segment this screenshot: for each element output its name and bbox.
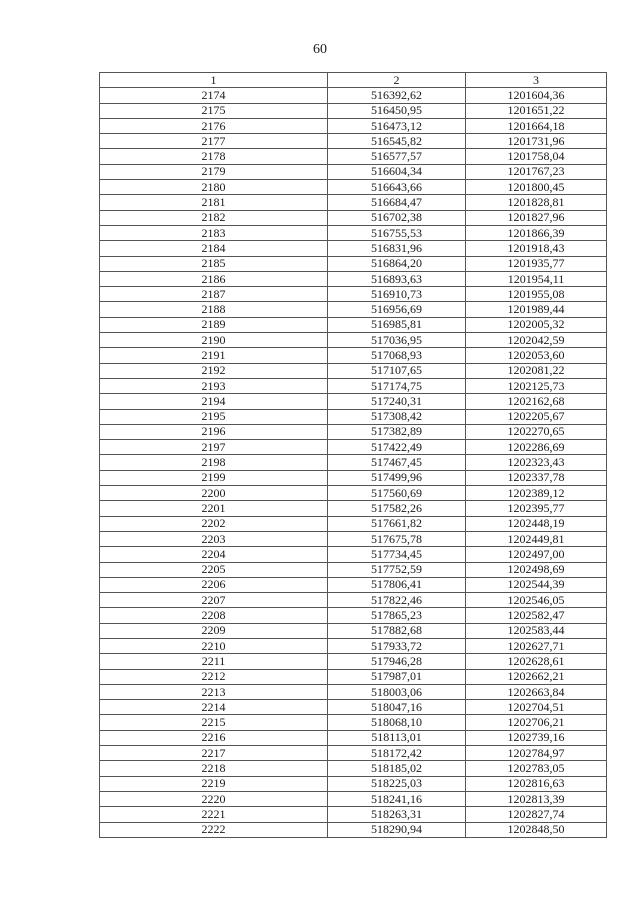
table-cell-col-2: 517822,46	[328, 593, 466, 608]
table-cell-col-1: 2174	[100, 88, 328, 103]
table-cell-col-2: 517499,96	[328, 470, 466, 485]
table-row	[100, 761, 607, 776]
table-cell-col-3: 1202497,00	[466, 547, 607, 562]
table-cell-col-3: 1202081,22	[466, 363, 607, 378]
table-cell-col-1: 2206	[100, 577, 328, 592]
table-cell-col-1: 2183	[100, 225, 328, 240]
table-cell-col-3: 1202286,69	[466, 440, 607, 455]
table-cell-col-2: 517174,75	[328, 378, 466, 393]
table-cell-col-2: 517240,31	[328, 394, 466, 409]
table-cell-col-3: 1201827,96	[466, 210, 607, 225]
table-cell-col-3: 1202583,44	[466, 623, 607, 638]
table-cell-col-2: 517882,68	[328, 623, 466, 638]
table-cell-col-2: 518263,31	[328, 807, 466, 822]
table-cell-col-1: 2190	[100, 333, 328, 348]
table-cell-col-3: 1202783,05	[466, 761, 607, 776]
table-cell-col-1: 2189	[100, 317, 328, 332]
header-row	[100, 73, 607, 88]
table-cell-col-2: 518290,94	[328, 822, 466, 837]
table-cell-col-2: 518068,10	[328, 715, 466, 730]
table-cell-col-2: 516473,12	[328, 118, 466, 133]
table-row	[100, 501, 607, 516]
table-row	[100, 791, 607, 806]
table-cell-col-2: 516643,66	[328, 180, 466, 195]
table-cell-col-3: 1202498,69	[466, 562, 607, 577]
table-body	[100, 88, 607, 838]
table-cell-col-3: 1202546,05	[466, 593, 607, 608]
table-cell-col-1: 2209	[100, 623, 328, 638]
table-cell-col-1: 2187	[100, 287, 328, 302]
table-cell-col-3: 1201935,77	[466, 256, 607, 271]
header-col-3: 3	[466, 73, 607, 88]
table-cell-col-1: 2214	[100, 700, 328, 715]
table-row	[100, 654, 607, 669]
table-row	[100, 516, 607, 531]
table-row	[100, 317, 607, 332]
table-cell-col-3: 1201955,08	[466, 287, 607, 302]
table-cell-col-3: 1201828,81	[466, 195, 607, 210]
table-row	[100, 715, 607, 730]
table-cell-col-1: 2191	[100, 348, 328, 363]
table-cell-col-2: 517675,78	[328, 531, 466, 546]
table-cell-col-2: 518225,03	[328, 776, 466, 791]
table-cell-col-2: 518241,16	[328, 791, 466, 806]
table-cell-col-1: 2219	[100, 776, 328, 791]
table-cell-col-2: 517422,49	[328, 440, 466, 455]
table-cell-col-3: 1202395,77	[466, 501, 607, 516]
table-cell-col-1: 2205	[100, 562, 328, 577]
table-cell-col-1: 2208	[100, 608, 328, 623]
table-cell-col-3: 1202704,51	[466, 700, 607, 715]
table-cell-col-2: 516755,53	[328, 225, 466, 240]
table-cell-col-2: 516956,69	[328, 302, 466, 317]
table-cell-col-1: 2178	[100, 149, 328, 164]
table-cell-col-2: 516392,62	[328, 88, 466, 103]
table-row	[100, 440, 607, 455]
table-row	[100, 638, 607, 653]
table-row	[100, 195, 607, 210]
table-cell-col-1: 2194	[100, 394, 328, 409]
table-cell-col-2: 517865,23	[328, 608, 466, 623]
table-row	[100, 700, 607, 715]
table-cell-col-2: 518003,06	[328, 684, 466, 699]
table-cell-col-3: 1201604,36	[466, 88, 607, 103]
table-cell-col-1: 2221	[100, 807, 328, 822]
table-row	[100, 103, 607, 118]
table-cell-col-2: 517661,82	[328, 516, 466, 531]
table-row	[100, 164, 607, 179]
table-row	[100, 562, 607, 577]
table-cell-col-3: 1201989,44	[466, 302, 607, 317]
table-cell-col-3: 1201731,96	[466, 134, 607, 149]
table-row	[100, 623, 607, 638]
table-cell-col-1: 2210	[100, 638, 328, 653]
table-cell-col-3: 1202663,84	[466, 684, 607, 699]
table-cell-col-1: 2202	[100, 516, 328, 531]
table-cell-col-2: 517036,95	[328, 333, 466, 348]
table-row	[100, 378, 607, 393]
table-row	[100, 455, 607, 470]
table-cell-col-2: 516910,73	[328, 287, 466, 302]
table-cell-col-3: 1202627,71	[466, 638, 607, 653]
table-cell-col-1: 2192	[100, 363, 328, 378]
table-cell-col-2: 517806,41	[328, 577, 466, 592]
table-cell-col-3: 1202448,19	[466, 516, 607, 531]
table-cell-col-3: 1202042,59	[466, 333, 607, 348]
table-cell-col-3: 1201866,39	[466, 225, 607, 240]
table-row	[100, 486, 607, 501]
table-row	[100, 118, 607, 133]
table-cell-col-1: 2193	[100, 378, 328, 393]
table-cell-col-1: 2182	[100, 210, 328, 225]
table-cell-col-1: 2215	[100, 715, 328, 730]
table-row	[100, 822, 607, 837]
table-cell-col-2: 516893,63	[328, 271, 466, 286]
table-cell-col-1: 2200	[100, 486, 328, 501]
table-cell-col-3: 1202582,47	[466, 608, 607, 623]
table-cell-col-1: 2196	[100, 424, 328, 439]
table-cell-col-2: 518172,42	[328, 746, 466, 761]
table-row	[100, 241, 607, 256]
table-cell-col-1: 2197	[100, 440, 328, 455]
table-cell-col-3: 1201918,43	[466, 241, 607, 256]
table-cell-col-1: 2184	[100, 241, 328, 256]
table-cell-col-3: 1202053,60	[466, 348, 607, 363]
table-cell-col-2: 517107,65	[328, 363, 466, 378]
table-cell-col-3: 1202205,67	[466, 409, 607, 424]
table-cell-col-2: 517987,01	[328, 669, 466, 684]
table-cell-col-2: 516450,95	[328, 103, 466, 118]
table-cell-col-1: 2177	[100, 134, 328, 149]
table-row	[100, 256, 607, 271]
table-cell-col-2: 518185,02	[328, 761, 466, 776]
table-row	[100, 225, 607, 240]
table-cell-col-2: 518047,16	[328, 700, 466, 715]
table-row	[100, 470, 607, 485]
table-cell-col-2: 517734,45	[328, 547, 466, 562]
table-cell-col-1: 2186	[100, 271, 328, 286]
table-cell-col-3: 1201954,11	[466, 271, 607, 286]
table-cell-col-1: 2198	[100, 455, 328, 470]
table-cell-col-3: 1202005,32	[466, 317, 607, 332]
table-cell-col-3: 1202544,39	[466, 577, 607, 592]
table-cell-col-2: 516604,34	[328, 164, 466, 179]
table-row	[100, 348, 607, 363]
table-row	[100, 302, 607, 317]
table-row	[100, 271, 607, 286]
table-cell-col-3: 1202848,50	[466, 822, 607, 837]
table-cell-col-1: 2212	[100, 669, 328, 684]
table-cell-col-1: 2175	[100, 103, 328, 118]
table-cell-col-3: 1202827,74	[466, 807, 607, 822]
table-row	[100, 577, 607, 592]
table-cell-col-3: 1201758,04	[466, 149, 607, 164]
table-cell-col-1: 2203	[100, 531, 328, 546]
table-cell-col-3: 1201664,18	[466, 118, 607, 133]
table-cell-col-1: 2199	[100, 470, 328, 485]
table-row	[100, 394, 607, 409]
table-row	[100, 684, 607, 699]
header-col-1: 1	[100, 73, 328, 88]
table-cell-col-1: 2207	[100, 593, 328, 608]
table-row	[100, 424, 607, 439]
table-cell-col-2: 517467,45	[328, 455, 466, 470]
table-cell-col-2: 517582,26	[328, 501, 466, 516]
table-cell-col-2: 516702,38	[328, 210, 466, 225]
table-cell-col-3: 1202449,81	[466, 531, 607, 546]
table-cell-col-2: 516684,47	[328, 195, 466, 210]
table-cell-col-2: 517560,69	[328, 486, 466, 501]
table-cell-col-1: 2222	[100, 822, 328, 837]
table-cell-col-1: 2220	[100, 791, 328, 806]
table-cell-col-1: 2217	[100, 746, 328, 761]
table-row	[100, 669, 607, 684]
table-cell-col-1: 2213	[100, 684, 328, 699]
table-cell-col-1: 2188	[100, 302, 328, 317]
table-row	[100, 593, 607, 608]
table-cell-col-3: 1202706,21	[466, 715, 607, 730]
table-cell-col-3: 1202125,73	[466, 378, 607, 393]
table-cell-col-1: 2216	[100, 730, 328, 745]
table-cell-col-2: 517382,89	[328, 424, 466, 439]
table-cell-col-3: 1202162,68	[466, 394, 607, 409]
table-cell-col-2: 516864,20	[328, 256, 466, 271]
table-row	[100, 287, 607, 302]
table-cell-col-3: 1202739,16	[466, 730, 607, 745]
table-row	[100, 409, 607, 424]
table-cell-col-3: 1202784,97	[466, 746, 607, 761]
table-row	[100, 149, 607, 164]
page-number: 60	[313, 42, 327, 57]
table-cell-col-1: 2185	[100, 256, 328, 271]
table-row	[100, 547, 607, 562]
table-cell-col-3: 1202662,21	[466, 669, 607, 684]
table-cell-col-2: 516545,82	[328, 134, 466, 149]
table-cell-col-3: 1201767,23	[466, 164, 607, 179]
table-cell-col-2: 516577,57	[328, 149, 466, 164]
coordinate-table-container	[99, 72, 607, 838]
table-cell-col-1: 2181	[100, 195, 328, 210]
coordinate-table	[99, 72, 607, 838]
table-row	[100, 333, 607, 348]
table-row	[100, 88, 607, 103]
table-row	[100, 363, 607, 378]
header-col-2: 2	[328, 73, 466, 88]
table-cell-col-3: 1202323,43	[466, 455, 607, 470]
table-header	[100, 73, 607, 88]
table-cell-col-3: 1202816,63	[466, 776, 607, 791]
table-row	[100, 730, 607, 745]
table-cell-col-1: 2176	[100, 118, 328, 133]
table-row	[100, 608, 607, 623]
table-cell-col-1: 2195	[100, 409, 328, 424]
table-row	[100, 134, 607, 149]
table-row	[100, 210, 607, 225]
table-row	[100, 746, 607, 761]
table-cell-col-1: 2201	[100, 501, 328, 516]
table-row	[100, 776, 607, 791]
table-cell-col-1: 2180	[100, 180, 328, 195]
table-cell-col-1: 2218	[100, 761, 328, 776]
table-cell-col-3: 1202270,65	[466, 424, 607, 439]
table-cell-col-2: 517752,59	[328, 562, 466, 577]
table-row	[100, 180, 607, 195]
table-cell-col-2: 517068,93	[328, 348, 466, 363]
table-cell-col-1: 2211	[100, 654, 328, 669]
table-cell-col-3: 1202337,78	[466, 470, 607, 485]
table-cell-col-1: 2179	[100, 164, 328, 179]
table-cell-col-2: 518113,01	[328, 730, 466, 745]
table-cell-col-3: 1202813,39	[466, 791, 607, 806]
table-cell-col-3: 1202628,61	[466, 654, 607, 669]
table-cell-col-2: 517933,72	[328, 638, 466, 653]
table-cell-col-2: 517308,42	[328, 409, 466, 424]
table-row	[100, 531, 607, 546]
table-cell-col-1: 2204	[100, 547, 328, 562]
table-cell-col-3: 1202389,12	[466, 486, 607, 501]
table-cell-col-3: 1201800,45	[466, 180, 607, 195]
table-cell-col-2: 517946,28	[328, 654, 466, 669]
table-cell-col-2: 516831,96	[328, 241, 466, 256]
table-cell-col-2: 516985,81	[328, 317, 466, 332]
table-row	[100, 807, 607, 822]
table-cell-col-3: 1201651,22	[466, 103, 607, 118]
